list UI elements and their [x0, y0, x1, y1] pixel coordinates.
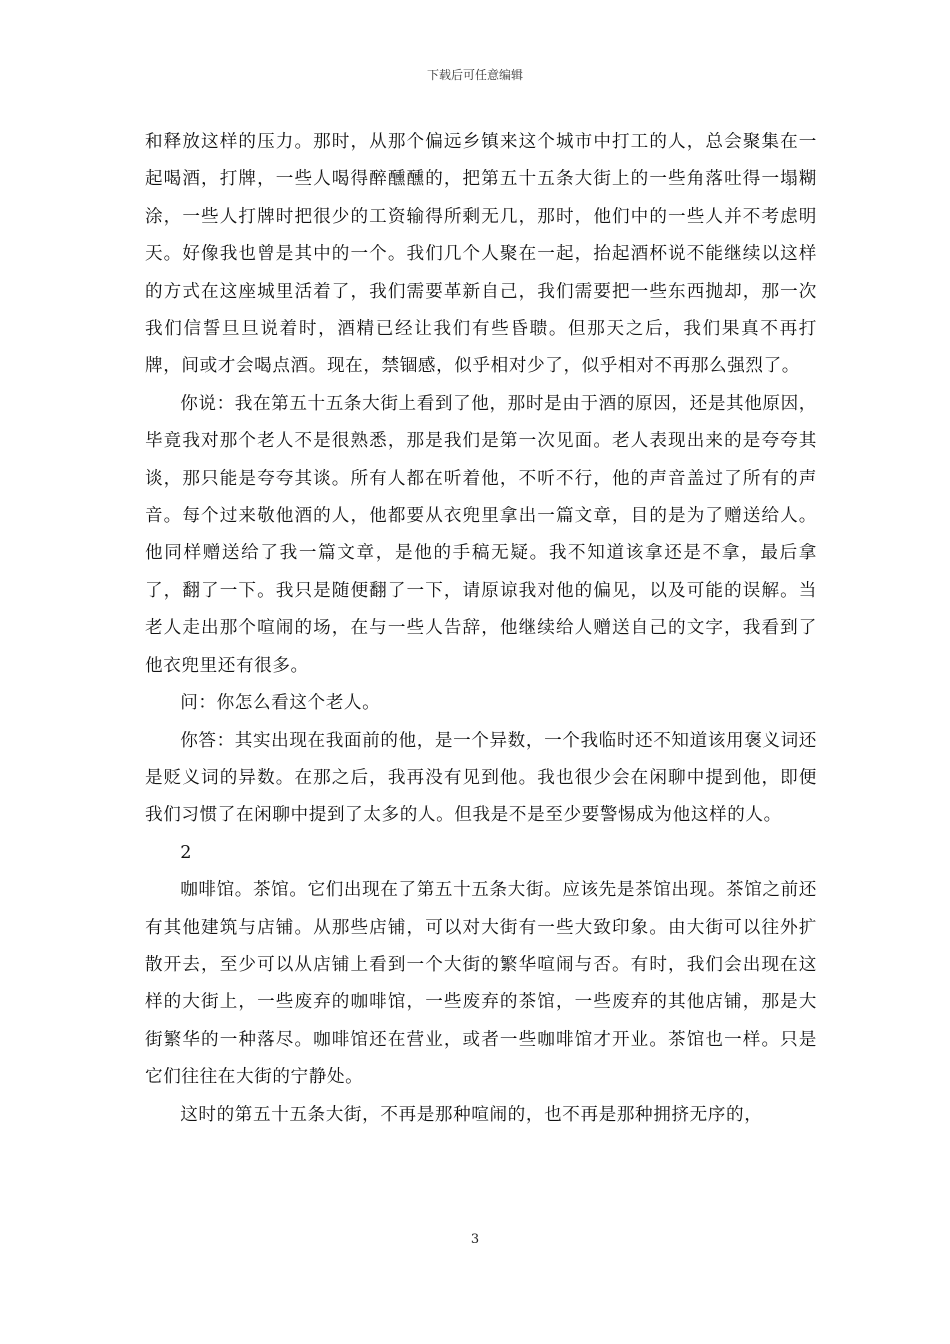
- paragraph: 咖啡馆。茶馆。它们出现在了第五十五条大街。应该先是茶馆出现。茶馆之前还有其他建筑与店铺。从那些店铺，可以对大街有一些大致印象。由大街可以往外扩散开去，至少可以从店铺上看到一个大街的繁华喧闹与否。有时，我们会出现在这样的大街上，一些废弃的咖啡馆，一些废弃的茶馆，一些废弃的其他店铺，那是大街繁华的一种落尽。咖啡馆还在营业，或者一些咖啡馆才开业。茶馆也一样。只是它们往往在大街的宁静处。: [145, 880, 817, 1088]
- paragraph: 这时的第五十五条大街，不再是那种喧闹的，也不再是那种拥挤无序的，: [180, 1104, 763, 1125]
- section-number: 2: [180, 842, 192, 863]
- page-header: 下载后可任意编辑: [426, 68, 523, 82]
- paragraph: 你说：我在第五十五条大街上看到了他，那时是由于酒的原因，还是其他原因，毕竟我对那个老人不是很熟悉，那是我们是第一次见面。老人表现出来的是夸夸其谈，那只能是夸夸其谈。所有人都在听着他，不听不行，他的声音盖过了所有的声音。每个过来敬他酒的人，他都要从衣兜里拿出一篇文章，目的是为了赠送给人。他同样赠送给了我一篇文章，是他的手稿无疑。我不知道该拿还是不拿，最后拿了，翻了一下。我只是随便翻了一下，请原谅我对他的偏见，以及可能的误解。当老人走出那个喧闹的场，在与一些人告辞，他继续给人赠送自己的文字，我看到了他衣兜里还有很多。: [145, 393, 817, 676]
- paragraph: 和释放这样的压力。那时，从那个偏远乡镇来这个城市中打工的人，总会聚集在一起喝酒，打牌，一些人喝得醉醺醺的，把第五十五条大街上的一些角落吐得一塌糊涂，一些人打牌时把很少的工资输得所剩无几，那时，他们中的一些人并不考虑明天。好像我也曾是其中的一个。我们几个人聚在一起，抬起酒杯说不能继续以这样的方式在这座城里活着了，我们需要革新自己，我们需要把一些东西抛却，那一次我们信誓旦旦说着时，酒精已经让我们有些昏聩。但那天之后，我们果真不再打牌，间或才会喝点酒。现在，禁锢感，似乎相对少了，似乎相对不再那么强烈了。: [145, 132, 817, 377]
- paragraph: 问：你怎么看这个老人。: [180, 693, 381, 714]
- page-number: 3: [470, 1232, 480, 1247]
- paragraph: 你答：其实出现在我面前的他，是一个异数，一个我临时还不知道该用褒义词还是贬义词的异数。在那之后，我再没有见到他。我也很少会在闲聊中提到他，即便我们习惯了在闲聊中提到了太多的人。但我是不是至少要警惕成为他这样的人。: [145, 730, 817, 826]
- body-text: [145, 124, 817, 1134]
